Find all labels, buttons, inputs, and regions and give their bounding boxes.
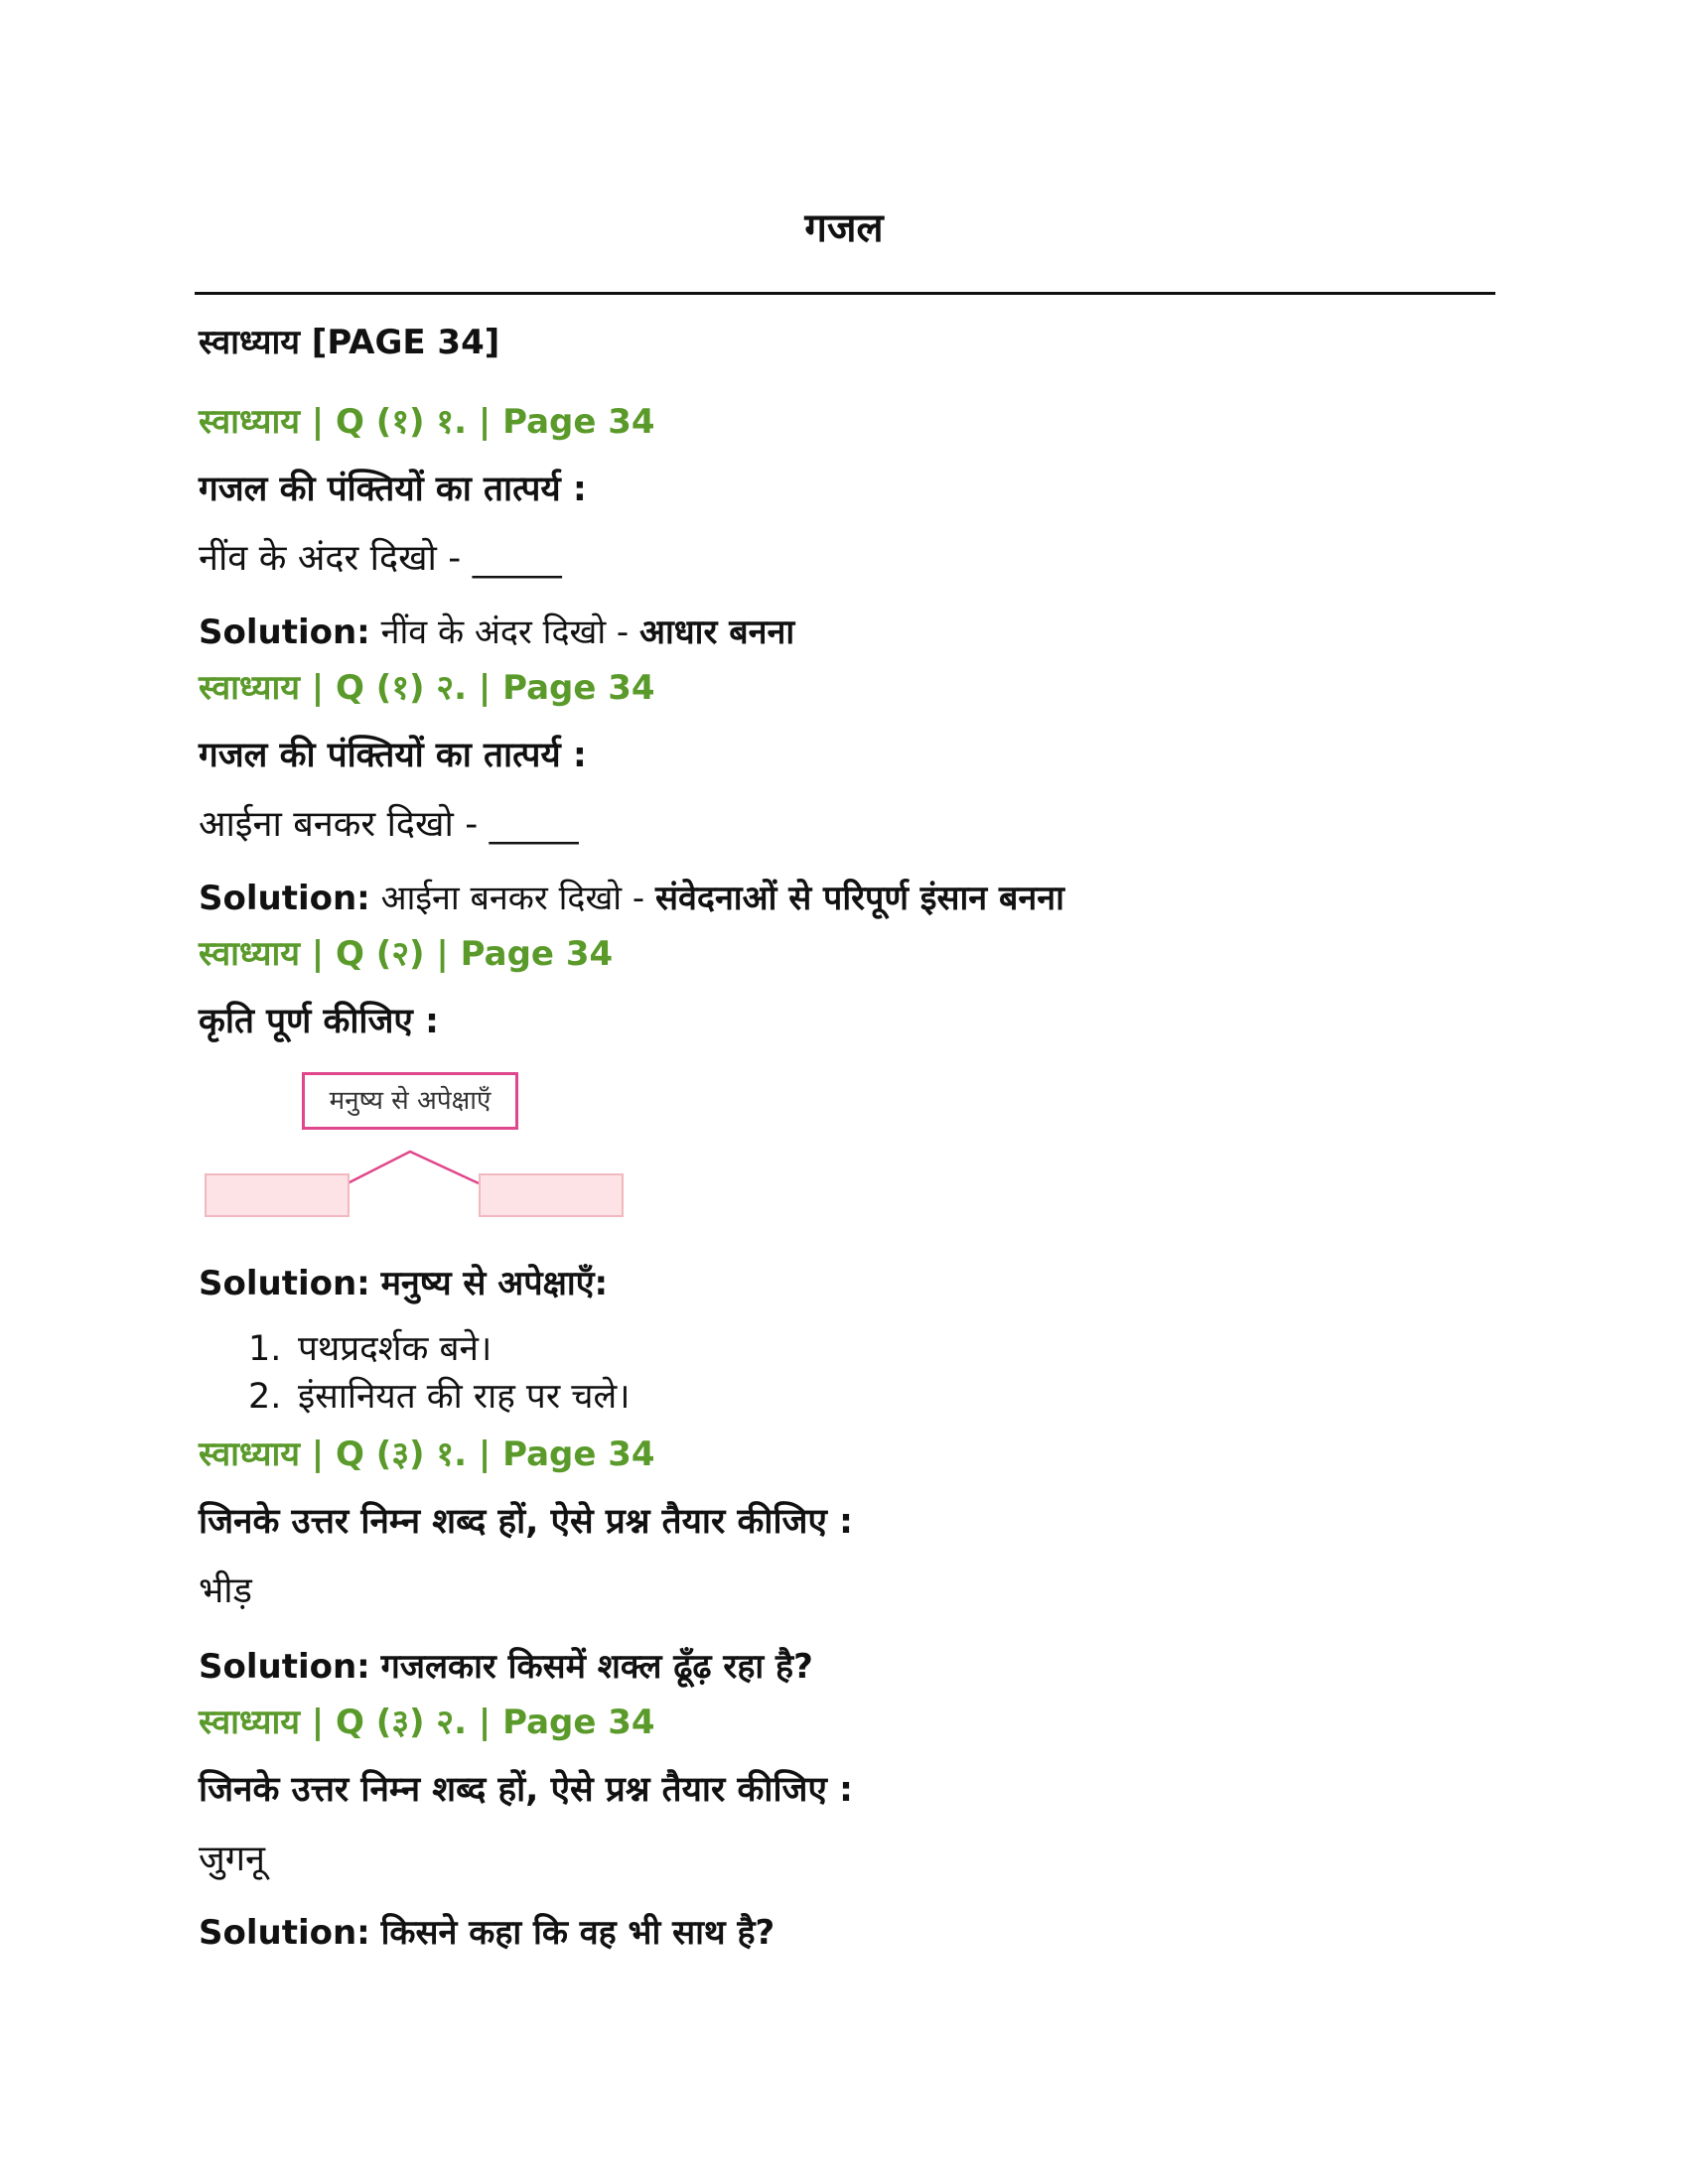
question-prompt: कृति पूर्ण कीजिए :	[199, 1002, 439, 1041]
solution-answer: किसने कहा कि वह भी साथ है?	[380, 1913, 775, 1953]
list-item	[248, 1372, 630, 1419]
solution-label: Solution:	[199, 1264, 370, 1303]
solution-text: आईना बनकर दिखो -	[380, 879, 645, 918]
question-line: नींव के अंदर दिखाे - _____	[199, 538, 562, 579]
question-heading: स्वाध्याय | Q (१) २. | Page 34	[199, 668, 655, 708]
solution-label: Solution:	[199, 613, 370, 652]
solution	[199, 874, 1064, 919]
title-divider	[195, 292, 1495, 295]
question-line: आईना बनकर दिखो - _____	[199, 804, 579, 845]
diagram-blank-box-right	[479, 1173, 624, 1217]
list-text: पथप्रदर्शक बने।	[298, 1329, 492, 1369]
solution-answer: संवेदनाओं से परिपूर्ण इंसान बनना	[655, 879, 1064, 918]
question-heading: स्वाध्याय | Q (१) १. | Page 34	[199, 402, 655, 442]
list-text: इंसानियत की राह पर चले।	[298, 1377, 631, 1417]
question-heading: स्वाध्याय | Q (२) | Page 34	[199, 934, 614, 974]
solution-answer: आधार बनना	[639, 613, 795, 652]
list-number: 1.	[248, 1329, 282, 1369]
solution	[199, 1259, 608, 1304]
solution	[199, 608, 794, 653]
solution-label: Solution:	[199, 1647, 370, 1687]
solution	[199, 1908, 774, 1954]
diagram-blank-box-left	[205, 1173, 350, 1217]
question-prompt: जिनके उत्तर निम्न शब्द हों, ऐसे प्रश्न तैयार कीजिए :	[199, 1770, 854, 1810]
solution	[199, 1642, 813, 1688]
question-prompt: जिनके उत्तर निम्न शब्द हों, ऐसे प्रश्न तैयार कीजिए :	[199, 1502, 854, 1542]
list-number: 2.	[248, 1377, 282, 1417]
question-prompt: गजल की पंक्तियों का तात्पर्य :	[199, 736, 587, 775]
question-heading: स्वाध्याय | Q (३) २. | Page 34	[199, 1703, 655, 1742]
solution-answer: गजलकार किसमें शक्ल ढूँढ़ रहा है?	[380, 1647, 813, 1687]
page-title: गजल	[804, 205, 884, 251]
list-item	[248, 1324, 492, 1371]
question-heading: स्वाध्याय | Q (३) १. | Page 34	[199, 1434, 655, 1474]
expectations-diagram	[199, 1072, 635, 1231]
question-line: जुगनू	[199, 1839, 265, 1879]
question-prompt: गजल की पंक्तियों का तात्पर्य :	[199, 470, 587, 509]
diagram-top-box: मनुष्य से अपेक्षाएँ	[302, 1072, 518, 1130]
solution-label: Solution:	[199, 879, 370, 918]
question-line: भीड़	[199, 1570, 252, 1611]
section-heading: स्वाध्याय [PAGE 34]	[199, 323, 500, 362]
solution-label: Solution:	[199, 1913, 370, 1953]
solution-text: नींव के अंदर दिखाे -	[380, 613, 630, 652]
solution-answer: मनुष्य से अपेक्षाएँ:	[380, 1264, 609, 1303]
